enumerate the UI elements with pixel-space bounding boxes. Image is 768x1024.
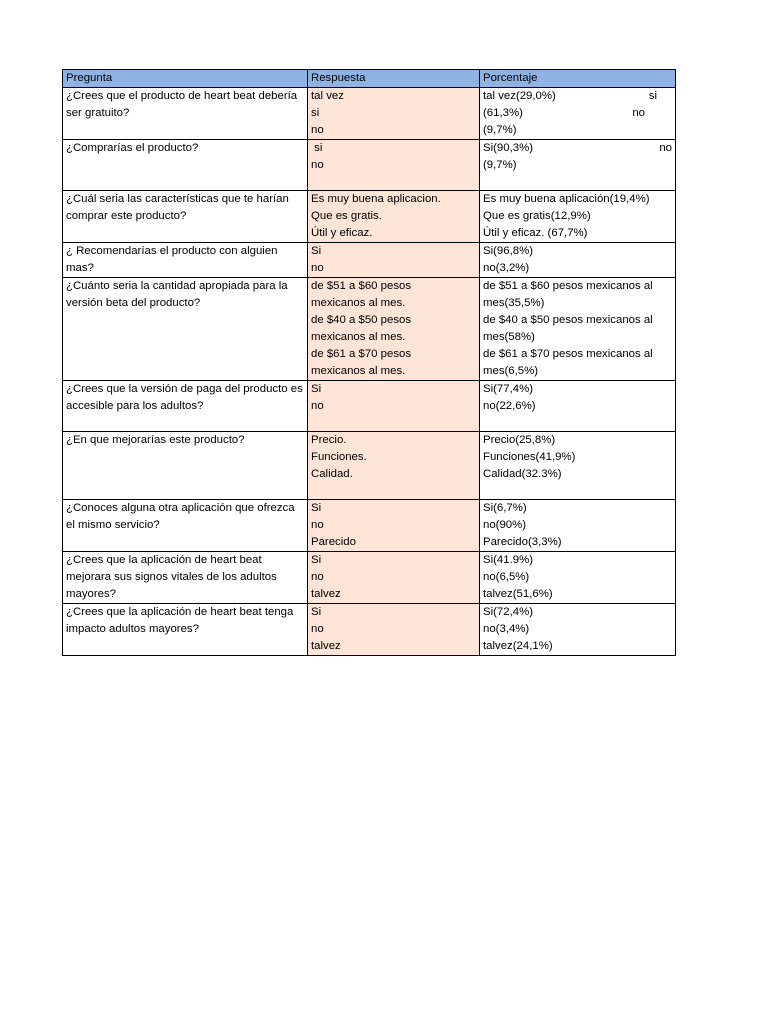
question-text: ¿Crees que la aplicación de heart beat mejorara sus signos vitales de los adultos mayores? xyxy=(66,554,277,600)
question-text: ¿Cuánto seria la cantidad apropiada para la versión beta del producto? xyxy=(66,280,288,309)
percentage-trailing-label xyxy=(657,449,672,466)
question-text: ¿ Recomendarías el producto con alguien mas? xyxy=(66,245,278,274)
percentage-value: mes(6,5%) xyxy=(483,365,539,377)
percentage-cell xyxy=(480,432,676,500)
question-cell xyxy=(63,88,308,140)
percentage-line xyxy=(483,243,672,260)
percentage-line xyxy=(483,140,672,157)
percentage-value: Precio(25,8%) xyxy=(483,434,556,446)
percentage-cell xyxy=(480,243,676,278)
percentage-trailing-label xyxy=(657,381,672,398)
answer-line: Precio. xyxy=(311,434,347,446)
answer-line: tal vez xyxy=(311,90,344,102)
percentage-line xyxy=(483,586,672,603)
table-row xyxy=(63,88,676,140)
table-row xyxy=(63,381,676,432)
table-row xyxy=(63,191,676,243)
percentage-value: de $61 a $70 pesos mexicanos al xyxy=(483,348,653,360)
table-row xyxy=(63,140,676,191)
percentage-value: Que es gratis(12,9%) xyxy=(483,210,591,222)
answer-line: Si xyxy=(311,502,322,514)
percentage-cell xyxy=(480,500,676,552)
percentage-value: no(6,5%) xyxy=(483,571,530,583)
percentage-value: Calidad(32.3%) xyxy=(483,468,562,480)
percentage-line xyxy=(483,449,672,466)
percentage-line xyxy=(483,312,672,329)
percentage-trailing-label: si xyxy=(648,90,657,102)
answer-line: Parecido xyxy=(311,536,356,548)
percentage-value: Es muy buena aplicación(19,4%) xyxy=(483,193,650,205)
answer-line: Útil y eficaz. xyxy=(311,227,373,239)
table-body xyxy=(63,88,676,656)
percentage-trailing-label xyxy=(657,534,672,551)
percentage-trailing-label xyxy=(657,225,672,242)
answer-line: no xyxy=(311,159,324,171)
percentage-value: Si(6,7%) xyxy=(483,502,527,514)
percentage-line xyxy=(483,638,672,655)
percentage-value: Si(96,8%) xyxy=(483,245,534,257)
percentage-cell xyxy=(480,552,676,604)
answer-line: Si xyxy=(311,383,322,395)
percentage-cell xyxy=(480,88,676,140)
question-cell xyxy=(63,432,308,500)
answer-line: de $40 a $50 pesos xyxy=(311,314,412,326)
percentage-value: no(3,2%) xyxy=(483,262,530,274)
percentage-cell xyxy=(480,381,676,432)
percentage-trailing-label: no xyxy=(659,142,672,154)
question-text: ¿Cuál seria las características que te harían comprar este producto? xyxy=(66,193,289,222)
percentage-line xyxy=(483,346,672,363)
percentage-value: Parecido(3,3%) xyxy=(483,536,562,548)
percentage-value: Si(41.9%) xyxy=(483,554,534,566)
percentage-line xyxy=(483,569,672,586)
answer-cell xyxy=(308,278,480,381)
percentage-trailing-label xyxy=(657,432,672,449)
percentage-line xyxy=(483,621,672,638)
percentage-line xyxy=(483,517,672,534)
percentage-line xyxy=(483,260,672,277)
table-row xyxy=(63,604,676,656)
answer-line: si xyxy=(311,107,320,119)
answer-line: Si xyxy=(311,554,322,566)
table-row xyxy=(63,552,676,604)
percentage-value: (9,7%) xyxy=(483,124,517,136)
question-cell xyxy=(63,191,308,243)
table-row xyxy=(63,432,676,500)
answer-line: de $61 a $70 pesos xyxy=(311,348,412,360)
percentage-trailing-label xyxy=(657,208,672,225)
answer-cell xyxy=(308,88,480,140)
percentage-line xyxy=(483,466,672,483)
answer-cell xyxy=(308,604,480,656)
percentage-trailing-label: no xyxy=(632,107,645,119)
percentage-value: talvez(24,1%) xyxy=(483,640,553,652)
percentage-trailing-label xyxy=(657,363,672,380)
answer-line: no xyxy=(311,571,324,583)
percentage-trailing-label xyxy=(657,517,672,534)
percentage-line xyxy=(483,191,672,208)
answer-line: de $51 a $60 pesos xyxy=(311,280,412,292)
percentage-trailing-label xyxy=(657,621,672,638)
question-text: ¿Crees que la aplicación de heart beat tenga impacto adultos mayores? xyxy=(66,606,294,635)
percentage-value: tal vez(29,0%) xyxy=(483,90,556,102)
percentage-line xyxy=(483,157,672,174)
percentage-line xyxy=(483,552,672,569)
percentage-value: talvez(51,6%) xyxy=(483,588,553,600)
answer-line: no xyxy=(311,519,324,531)
header-row xyxy=(63,70,676,88)
percentage-line xyxy=(483,278,672,295)
percentage-trailing-label xyxy=(657,569,672,586)
percentage-line xyxy=(483,432,672,449)
table-row xyxy=(63,500,676,552)
answer-line: Que es gratis. xyxy=(311,210,382,222)
header-question: Pregunta xyxy=(63,70,308,88)
percentage-cell xyxy=(480,191,676,243)
question-cell xyxy=(63,381,308,432)
percentage-line xyxy=(483,363,672,380)
percentage-trailing-label xyxy=(657,604,672,621)
answer-line: talvez xyxy=(311,640,341,652)
percentage-line xyxy=(483,604,672,621)
percentage-trailing-label xyxy=(657,552,672,569)
percentage-value: Útil y eficaz. (67,7%) xyxy=(483,227,588,239)
percentage-trailing-label xyxy=(657,346,672,363)
answer-line: Funciones. xyxy=(311,451,367,463)
answer-line: no xyxy=(311,262,324,274)
percentage-line xyxy=(483,208,672,225)
percentage-trailing-label xyxy=(657,586,672,603)
percentage-value: Si(72,4%) xyxy=(483,606,534,618)
percentage-line xyxy=(483,500,672,517)
percentage-value: de $40 a $50 pesos mexicanos al xyxy=(483,314,653,326)
percentage-line xyxy=(483,295,672,312)
percentage-line xyxy=(483,398,672,415)
percentage-value: mes(58%) xyxy=(483,331,535,343)
percentage-value: no(3,4%) xyxy=(483,623,530,635)
percentage-trailing-label xyxy=(657,398,672,415)
answer-line: si xyxy=(311,142,323,154)
question-cell xyxy=(63,552,308,604)
percentage-value: (9,7%) xyxy=(483,159,517,171)
percentage-cell xyxy=(480,278,676,381)
answer-line: Calidad. xyxy=(311,468,353,480)
table-row xyxy=(63,243,676,278)
percentage-trailing-label xyxy=(657,122,672,139)
percentage-value: Funciones(41,9%) xyxy=(483,451,576,463)
percentage-line xyxy=(483,329,672,346)
percentage-cell xyxy=(480,140,676,191)
answer-cell xyxy=(308,140,480,191)
percentage-line xyxy=(483,88,672,105)
survey-results-table xyxy=(62,69,676,656)
question-text: ¿Conoces alguna otra aplicación que ofrezca el mismo servicio? xyxy=(66,502,295,531)
answer-line: mexicanos al mes. xyxy=(311,365,406,377)
question-text: ¿Comprarías el producto? xyxy=(66,142,199,154)
table-row xyxy=(63,278,676,381)
percentage-value: Si(77,4%) xyxy=(483,383,534,395)
percentage-trailing-label xyxy=(657,278,672,295)
answer-line: Si xyxy=(311,245,322,257)
question-text: ¿En que mejorarías este producto? xyxy=(66,434,245,446)
answer-cell xyxy=(308,381,480,432)
answer-cell xyxy=(308,191,480,243)
percentage-line xyxy=(483,105,672,122)
percentage-trailing-label xyxy=(657,500,672,517)
answer-cell xyxy=(308,500,480,552)
percentage-trailing-label xyxy=(657,243,672,260)
percentage-value: no(90%) xyxy=(483,519,527,531)
answer-line: no xyxy=(311,124,324,136)
percentage-trailing-label xyxy=(657,466,672,483)
question-cell xyxy=(63,500,308,552)
percentage-trailing-label xyxy=(657,157,672,174)
header-percentage: Porcentaje xyxy=(480,70,676,88)
answer-line: Es muy buena aplicacion. xyxy=(311,193,441,205)
answer-cell xyxy=(308,552,480,604)
answer-line: no xyxy=(311,623,324,635)
percentage-trailing-label xyxy=(657,638,672,655)
question-cell xyxy=(63,278,308,381)
percentage-value: mes(35,5%) xyxy=(483,297,545,309)
answer-line: no xyxy=(311,400,324,412)
percentage-value: de $51 a $60 pesos mexicanos al xyxy=(483,280,653,292)
percentage-cell xyxy=(480,604,676,656)
percentage-line xyxy=(483,225,672,242)
percentage-trailing-label xyxy=(657,260,672,277)
question-text: ¿Crees que la versión de paga del producto es accesible para los adultos? xyxy=(66,383,303,412)
percentage-line xyxy=(483,122,672,139)
answer-cell xyxy=(308,243,480,278)
answer-line: mexicanos al mes. xyxy=(311,331,406,343)
percentage-trailing-label xyxy=(657,312,672,329)
percentage-value: no(22,6%) xyxy=(483,400,536,412)
percentage-trailing-label xyxy=(657,329,672,346)
percentage-trailing-label xyxy=(657,295,672,312)
answer-line: mexicanos al mes. xyxy=(311,297,406,309)
percentage-value: (61,3%) xyxy=(483,107,523,119)
answer-cell xyxy=(308,432,480,500)
question-cell xyxy=(63,604,308,656)
answer-line: talvez xyxy=(311,588,341,600)
percentage-value: Si(90,3%) xyxy=(483,142,534,154)
question-cell xyxy=(63,140,308,191)
percentage-trailing-label xyxy=(657,191,672,208)
percentage-line xyxy=(483,381,672,398)
question-cell xyxy=(63,243,308,278)
header-answer: Respuesta xyxy=(308,70,480,88)
percentage-line xyxy=(483,534,672,551)
answer-line: Si xyxy=(311,606,322,618)
question-text: ¿Crees que el producto de heart beat debería ser gratuito? xyxy=(66,90,298,119)
